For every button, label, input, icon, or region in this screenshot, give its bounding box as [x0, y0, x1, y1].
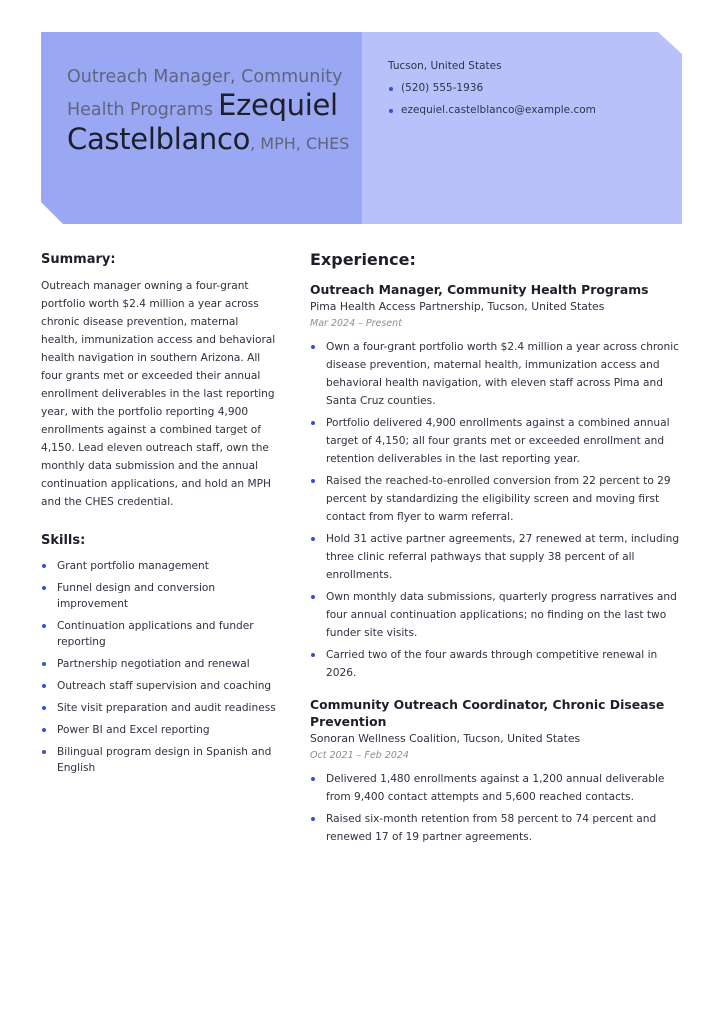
job-organization: Sonoran Wellness Coalition, Tucson, United States: [310, 732, 581, 745]
job-bullet: Own a four-grant portfolio worth $2.4 million a year across chronic disease prevention, maternal health, immunization access and behavioral health navigation, with eleven staff across Pima and Santa Cruz counties.: [310, 338, 685, 410]
contact-list: [388, 82, 688, 116]
job-role: Community Outreach Coordinator, Chronic Disease Prevention: [310, 697, 665, 729]
job-bullet: Portfolio delivered 4,900 enrollments against a combined annual target of 4,150; all four grants met or exceeded enrollment and retention deliverables in the last reporting year.: [310, 414, 685, 468]
skill-item: Power BI and Excel reporting: [41, 722, 277, 738]
job-bullet: Hold 31 active partner agreements, 27 renewed at term, including three clinic referral pathways that supply 38 percent of all enrollments.: [310, 530, 685, 584]
job-bullet: Raised the reached-to-enrolled conversion from 22 percent to 29 percent by standardizing the eligibility screen and moving first contact from flyer to warm referral.: [310, 472, 685, 526]
skills-heading: Skills:: [41, 533, 86, 548]
skill-item: Funnel design and conversion improvement: [41, 580, 277, 612]
skill-item: Bilingual program design in Spanish and English: [41, 744, 277, 776]
job-bullet: Delivered 1,480 enrollments against a 1,200 annual deliverable from 9,400 contact attempts and 5,600 reached contacts.: [310, 770, 685, 806]
job-dates: Oct 2021 – Feb 2024: [310, 750, 409, 761]
summary-heading: Summary:: [41, 252, 116, 267]
name-block: [67, 67, 352, 156]
job-bullet: Raised six-month retention from 58 percent to 74 percent and renewed 17 of 19 partner agreements.: [310, 810, 685, 846]
summary-text: Outreach manager owning a four-grant portfolio worth $2.4 million a year across chronic disease prevention, maternal health, immunization access and behavioral health navigation in southern Arizona. All four grants met or exceeded their annual enrollment deliverables in the last reporting year, with the portfolio reporting 4,900 enrollments against a combined target of 4,150. Lead eleven outreach staff, own the monthly data submission and the annual continuation applications, and hold an MPH and the CHES credential.: [41, 280, 276, 508]
job-bullets: [310, 770, 685, 846]
candidate-name: Ezequiel Castelblanco: [67, 87, 338, 156]
skill-item: Site visit preparation and audit readiness: [41, 700, 277, 716]
experience-heading: Experience:: [310, 250, 416, 269]
job-organization: Pima Health Access Partnership, Tucson, United States: [310, 300, 605, 313]
credentials: , MPH, CHES: [250, 133, 350, 153]
job-bullet: Own monthly data submissions, quarterly progress narratives and four annual continuation applications; no finding on the last two funder site visits.: [310, 588, 685, 642]
resume-header: [41, 32, 682, 224]
skill-item: Grant portfolio management: [41, 558, 277, 574]
email: ezequiel.castelblanco@example.com: [388, 104, 688, 116]
skill-item: Partnership negotiation and renewal: [41, 656, 277, 672]
skill-item: Continuation applications and funder reporting: [41, 618, 277, 650]
phone: (520) 555-1936: [388, 82, 688, 94]
job-role: Outreach Manager, Community Health Programs: [310, 282, 649, 297]
job-bullets: [310, 338, 685, 682]
right-column: [310, 250, 685, 860]
job-bullet: Carried two of the four awards through competitive renewal in 2026.: [310, 646, 685, 682]
job-entry: [310, 281, 685, 682]
skills-list: [41, 558, 277, 776]
location: Tucson, United States: [388, 60, 502, 72]
job-dates: Mar 2024 – Present: [310, 318, 402, 329]
skill-item: Outreach staff supervision and coaching: [41, 678, 277, 694]
contact-info: [388, 60, 688, 126]
left-column: [41, 252, 277, 782]
job-entry: [310, 696, 685, 846]
job-title: Outreach Manager, Community Health Programs: [67, 67, 343, 120]
